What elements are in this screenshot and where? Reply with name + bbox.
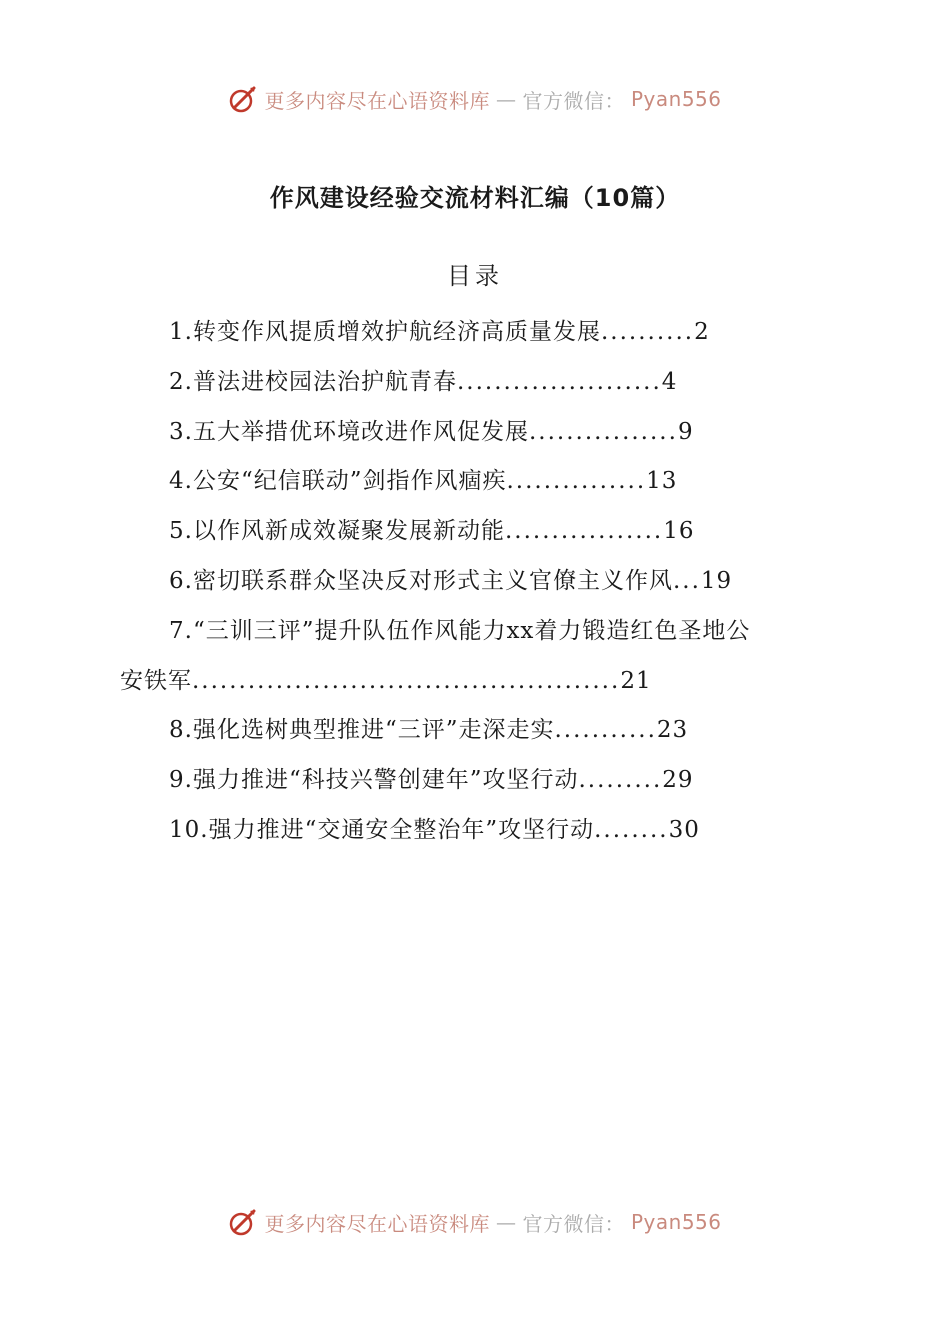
watermark-official: 官方微信：: [522, 88, 625, 113]
watermark-id: Pyan556: [630, 87, 722, 111]
watermark-dash: —: [495, 87, 517, 111]
watermark-text: 更多内容尽在心语资料库: [264, 88, 490, 113]
watermark-text: 更多内容尽在心语资料库: [264, 1211, 490, 1236]
table-of-contents: [120, 308, 832, 856]
document-title: 作风建设经验交流材料汇编（10篇）: [269, 184, 681, 212]
toc-item[interactable]: 3.五大举措优环境改进作风促发展................9: [169, 418, 694, 445]
toc-page-number: 9: [677, 418, 694, 445]
pen-logo-icon: [228, 1207, 258, 1237]
toc-item[interactable]: 9.强力推进“科技兴警创建年”攻坚行动.........29: [169, 767, 694, 794]
toc-item[interactable]: 1.转变作风提质增效护航经济高质量发展..........2: [169, 319, 710, 345]
toc-page-number: 19: [700, 567, 733, 594]
toc-page-number: 23: [656, 717, 689, 744]
footer-watermark: [0, 1207, 950, 1237]
pen-logo-icon: [228, 84, 258, 114]
toc-page-number: 2: [694, 319, 710, 345]
watermark-official: 官方微信：: [522, 1211, 625, 1236]
toc-item[interactable]: 5.以作风新成效凝聚发展新动能.................16: [169, 518, 695, 545]
toc-page-number: 21: [620, 667, 652, 694]
toc-item-continuation[interactable]: 安铁军..............................................21: [120, 667, 652, 694]
toc-page-number: 30: [668, 816, 700, 843]
toc-item[interactable]: 2.普法进校园法治护航青春......................4: [169, 368, 678, 395]
toc-heading: 目录: [447, 262, 503, 290]
watermark-dash: —: [495, 1210, 517, 1234]
toc-item[interactable]: 6.密切联系群众坚决反对形式主义官僚主义作风...19: [169, 567, 733, 594]
header-watermark: [0, 84, 950, 114]
toc-item[interactable]: 7.“三训三评”提升队伍作风能力xx着力锻造红色圣地公: [169, 617, 751, 644]
toc-item[interactable]: 4.公安“纪信联动”剑指作风痼疾...............13: [169, 468, 678, 495]
toc-page-number: 13: [646, 468, 678, 495]
toc-item[interactable]: 10.强力推进“交通安全整治年”攻坚行动........30: [169, 816, 700, 843]
toc-page-number: 16: [663, 518, 695, 545]
toc-page-number: 4: [661, 368, 678, 395]
toc-page-number: 29: [662, 767, 694, 794]
watermark-id: Pyan556: [630, 1210, 722, 1234]
toc-item[interactable]: 8.强化选树典型推进“三评”走深走实...........23: [169, 717, 689, 744]
